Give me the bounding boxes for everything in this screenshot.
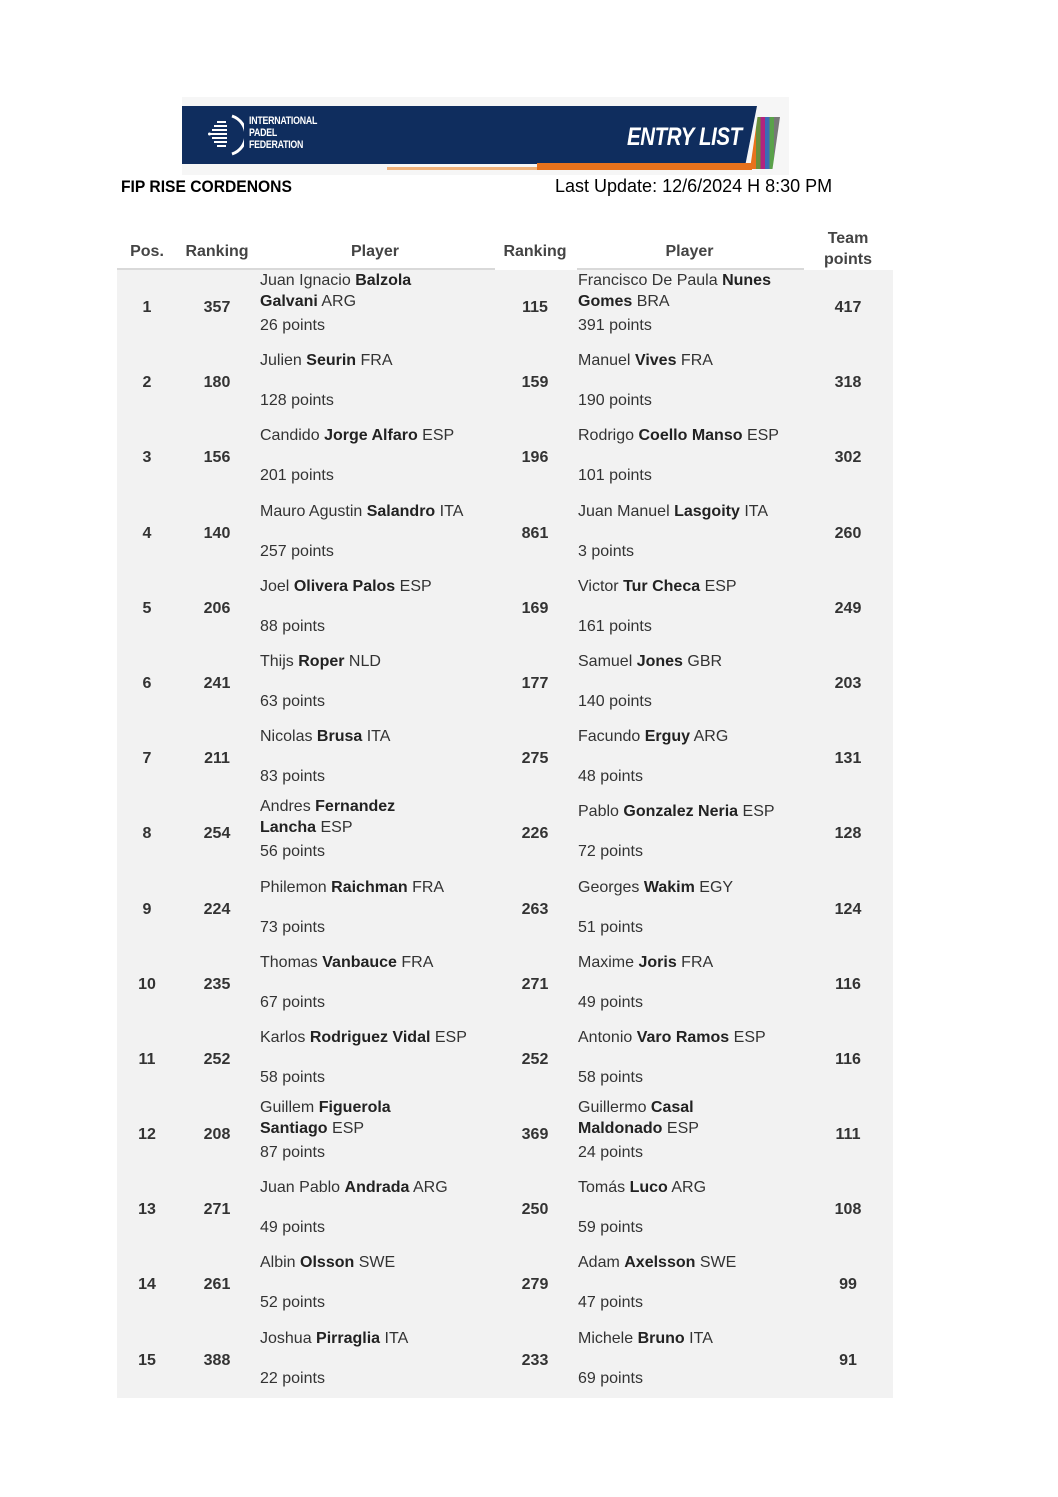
position: 9: [142, 900, 152, 918]
player-2-ranking: 226: [521, 825, 549, 843]
player-nationality: EGY: [699, 878, 734, 896]
team-points: 417: [834, 299, 862, 316]
player-points: 22 points: [260, 1369, 325, 1387]
player-last-name: Salandro: [366, 502, 436, 520]
player-name: [260, 1097, 485, 1139]
player-points: 26 points: [260, 317, 325, 334]
player-1-ranking: 254: [203, 825, 231, 843]
player-nationality: ITA: [384, 1329, 409, 1347]
player-last-name: Gonzalez Neria: [623, 803, 739, 821]
header-team-points: [807, 228, 889, 270]
player-first-name: Joshua: [260, 1329, 312, 1347]
player-name: [260, 796, 485, 838]
header-player-2: Player: [665, 243, 714, 260]
player-2-ranking: 275: [521, 750, 549, 768]
player-name: [260, 1177, 485, 1198]
player-first-name: Manuel: [578, 352, 631, 370]
player-first-name: Georges: [578, 878, 640, 896]
player-name: [578, 651, 803, 672]
player-first-name: Maxime: [578, 953, 635, 971]
player-name: [578, 801, 803, 822]
fip-logo-text: [249, 115, 317, 151]
player-nationality: ITA: [366, 728, 391, 746]
team-points: 108: [834, 1201, 862, 1219]
player-name: [578, 576, 803, 597]
team-points: 128: [834, 825, 862, 843]
player-name: [578, 1097, 803, 1139]
player-nationality: SWE: [358, 1254, 396, 1272]
player-1-ranking: 140: [203, 524, 231, 542]
table-row: [117, 1172, 893, 1247]
player-points: 3 points: [578, 542, 635, 560]
player-points: 88 points: [260, 617, 325, 635]
player-nationality: ITA: [439, 502, 464, 520]
player-1-ranking: 388: [203, 1351, 231, 1369]
team-points: 203: [834, 674, 862, 692]
player-points: 190 points: [578, 392, 652, 410]
position: 10: [138, 975, 156, 993]
player-nationality: FRA: [681, 953, 714, 971]
player-name: [578, 425, 803, 446]
player-nationality: FRA: [360, 352, 393, 370]
player-first-name: Mauro Agustin: [260, 502, 363, 520]
banner-title: ENTRY LIST: [627, 123, 742, 151]
table-row: [117, 496, 893, 571]
player-nationality: ESP: [399, 577, 432, 595]
team-points: 99: [839, 1276, 857, 1294]
player-last-name: Rodriguez Vidal: [309, 1028, 431, 1046]
player-first-name: Tomás: [578, 1179, 626, 1197]
player-points: 73 points: [260, 918, 325, 936]
player-first-name: Rodrigo: [578, 427, 635, 445]
player-points: 49 points: [260, 1219, 325, 1237]
player-last-name: Luco: [629, 1179, 668, 1197]
logo-line-1: INTERNATIONAL: [249, 115, 318, 127]
player-1-ranking: 235: [203, 975, 231, 993]
player-name: [578, 1177, 803, 1198]
player-last-name: Jones: [636, 652, 683, 670]
team-points: 260: [834, 524, 862, 542]
player-first-name: Facundo: [578, 728, 641, 746]
player-points: 391 points: [578, 317, 652, 334]
player-nationality: ESP: [320, 819, 353, 837]
banner-color-stripes: [750, 117, 780, 169]
player-name: [578, 952, 803, 973]
player-first-name: Francisco De Paula: [578, 272, 718, 289]
table-row: [117, 721, 893, 796]
player-1-ranking: 252: [203, 1050, 231, 1068]
fip-entry-list-banner: [182, 97, 789, 175]
player-name: [578, 1328, 803, 1349]
player-first-name: Pablo: [578, 803, 619, 821]
position: 1: [142, 299, 152, 316]
player-points: 56 points: [260, 843, 325, 861]
position: 3: [142, 449, 152, 467]
player-first-name: Victor: [578, 577, 619, 595]
header-player-1: Player: [350, 243, 400, 260]
player-last-name: Erguy: [644, 728, 691, 746]
player-points: 257 points: [260, 542, 334, 560]
player-points: 63 points: [260, 692, 325, 710]
player-name: [260, 877, 485, 898]
player-last-name: Olsson: [300, 1254, 355, 1272]
header-team-points-line2: points: [824, 251, 872, 268]
player-last-name: Axelsson: [624, 1254, 696, 1272]
player-2-ranking: 177: [521, 674, 549, 692]
player-last-name: Casal Maldonado: [578, 1099, 694, 1138]
player-first-name: Adam: [578, 1254, 620, 1272]
player-nationality: ITA: [689, 1329, 713, 1347]
player-points: 69 points: [578, 1369, 643, 1387]
player-first-name: Albin: [260, 1254, 296, 1272]
player-points: 72 points: [578, 843, 643, 861]
position: 11: [138, 1050, 156, 1068]
player-first-name: Philemon: [260, 878, 327, 896]
player-name: [260, 952, 485, 973]
player-last-name: Figuerola Santiago: [260, 1099, 391, 1138]
player-first-name: Samuel: [578, 652, 633, 670]
player-last-name: Pirraglia: [316, 1329, 381, 1347]
player-1-ranking: 156: [203, 449, 231, 467]
player-last-name: Brusa: [316, 728, 363, 746]
player-nationality: BRA: [636, 293, 670, 310]
player-points: 83 points: [260, 768, 325, 786]
player-first-name: Juan Manuel: [578, 502, 670, 520]
player-name: [260, 576, 485, 597]
player-nationality: ESP: [422, 427, 455, 445]
player-name: [578, 877, 803, 898]
player-last-name: Wakim: [643, 878, 695, 896]
player-1-ranking: 357: [203, 299, 231, 316]
header-ranking-1: Ranking: [185, 243, 249, 260]
table-row: [117, 1097, 893, 1172]
player-points: 101 points: [578, 467, 652, 485]
player-nationality: ESP: [746, 427, 779, 445]
player-points: 87 points: [260, 1144, 325, 1162]
position: 15: [138, 1351, 156, 1369]
table-header: [117, 225, 893, 270]
team-points: 124: [834, 900, 862, 918]
header-pos: Pos.: [130, 243, 164, 260]
table-body: [117, 270, 893, 1398]
position: 13: [138, 1201, 156, 1219]
player-nationality: ESP: [332, 1120, 365, 1138]
player-first-name: Antonio: [578, 1028, 633, 1046]
team-points: 116: [835, 975, 861, 993]
player-nationality: ARG: [412, 1179, 448, 1197]
player-points: 128 points: [260, 392, 334, 410]
table-row: [117, 1323, 893, 1398]
player-points: 58 points: [260, 1068, 325, 1086]
player-nationality: ARG: [321, 293, 357, 310]
logo-line-2: PADEL: [249, 127, 277, 139]
player-last-name: Varo Ramos: [636, 1028, 730, 1046]
player-first-name: Julien: [260, 352, 302, 370]
player-nationality: FRA: [680, 352, 713, 370]
header-team-points-line1: Team: [827, 230, 869, 247]
position: 14: [138, 1276, 156, 1294]
player-name: [260, 350, 485, 371]
player-name: [260, 425, 485, 446]
player-last-name: Vanbauce: [322, 953, 397, 971]
player-name: [578, 501, 803, 522]
table-row: [117, 796, 893, 871]
team-points: 91: [839, 1351, 857, 1369]
player-points: 59 points: [578, 1219, 643, 1237]
player-2-ranking: 169: [521, 599, 549, 617]
player-first-name: Joel: [260, 577, 290, 595]
event-title: FIP RISE CORDENONS: [121, 177, 292, 196]
player-first-name: Guillem: [260, 1099, 315, 1117]
player-points: 49 points: [578, 993, 643, 1011]
player-last-name: Olivera Palos: [293, 577, 396, 595]
position: 8: [142, 825, 152, 843]
player-name: [260, 1027, 485, 1048]
player-name: [260, 1328, 485, 1349]
player-2-ranking: 369: [521, 1126, 549, 1144]
player-last-name: Vives: [634, 352, 677, 370]
player-first-name: Juan Ignacio: [260, 272, 351, 289]
player-nationality: ARG: [671, 1179, 707, 1197]
logo-line-3: FEDERATION: [249, 139, 304, 151]
player-name: [260, 1252, 485, 1273]
player-name: [260, 651, 485, 672]
position: 4: [142, 524, 152, 542]
player-name: [260, 726, 485, 747]
player-2-ranking: 250: [521, 1201, 549, 1219]
player-nationality: FRA: [412, 878, 445, 896]
player-last-name: Seurin: [306, 352, 357, 370]
player-name: [578, 350, 803, 371]
player-points: 161 points: [578, 617, 652, 635]
player-name: [578, 1252, 803, 1273]
team-points: 116: [835, 1050, 861, 1068]
table-row: [117, 420, 893, 495]
player-1-ranking: 241: [203, 674, 231, 692]
player-first-name: Thijs: [260, 652, 294, 670]
player-2-ranking: 271: [521, 975, 549, 993]
team-points: 111: [835, 1126, 861, 1144]
team-points: 249: [834, 599, 862, 617]
player-nationality: SWE: [699, 1254, 737, 1272]
player-last-name: Lasgoity: [674, 502, 740, 520]
player-2-ranking: 252: [521, 1050, 549, 1068]
player-last-name: Bruno: [637, 1329, 685, 1347]
player-last-name: Joris: [638, 953, 677, 971]
position: 12: [138, 1126, 156, 1144]
fip-logo-icon: [208, 113, 244, 157]
banner-accent-line: [387, 167, 537, 170]
player-first-name: Nicolas: [260, 728, 313, 746]
player-points: 67 points: [260, 993, 325, 1011]
table-row: [117, 270, 893, 345]
team-points: 318: [834, 374, 862, 392]
player-nationality: ARG: [693, 728, 729, 746]
player-points: 140 points: [578, 692, 652, 710]
player-1-ranking: 224: [203, 900, 231, 918]
team-points: 302: [834, 449, 862, 467]
player-name: [578, 1027, 803, 1048]
player-first-name: Juan Pablo: [260, 1179, 341, 1197]
table-row: [117, 1247, 893, 1322]
player-points: 52 points: [260, 1294, 325, 1312]
player-first-name: Thomas: [260, 953, 318, 971]
table-row: [117, 646, 893, 721]
player-1-ranking: 261: [203, 1276, 231, 1294]
player-name: [578, 726, 803, 747]
player-1-ranking: 208: [203, 1126, 231, 1144]
player-2-ranking: 196: [521, 449, 549, 467]
player-nationality: ESP: [434, 1028, 467, 1046]
player-2-ranking: 233: [521, 1351, 549, 1369]
player-last-name: Roper: [298, 652, 345, 670]
table-row: [117, 947, 893, 1022]
player-1-ranking: 271: [203, 1201, 231, 1219]
entry-list-table: [117, 225, 893, 1387]
player-points: 58 points: [578, 1068, 643, 1086]
player-last-name: Tur Checa: [623, 577, 701, 595]
player-first-name: Guillermo: [578, 1099, 647, 1117]
player-2-ranking: 279: [521, 1276, 549, 1294]
player-2-ranking: 861: [521, 524, 549, 542]
player-name: [260, 270, 485, 312]
player-2-ranking: 115: [522, 299, 548, 316]
position: 5: [142, 599, 152, 617]
table-row: [117, 571, 893, 646]
player-nationality: ESP: [742, 803, 775, 821]
player-last-name: Jorge Alfaro: [324, 427, 418, 445]
table-row: [117, 872, 893, 947]
position: 7: [142, 750, 152, 768]
player-name: [260, 501, 485, 522]
player-first-name: Michele: [578, 1329, 634, 1347]
player-2-ranking: 263: [521, 900, 549, 918]
player-points: 51 points: [578, 918, 643, 936]
player-points: 201 points: [260, 467, 334, 485]
player-points: 48 points: [578, 768, 643, 786]
position: 6: [142, 674, 152, 692]
player-nationality: ESP: [666, 1120, 699, 1138]
position: 2: [142, 374, 152, 392]
table-row: [117, 1022, 893, 1097]
player-last-name: Coello Manso: [638, 427, 743, 445]
team-points: 131: [834, 750, 862, 768]
player-nationality: GBR: [687, 652, 723, 670]
player-nationality: FRA: [401, 953, 434, 971]
player-last-name: Nunes Gomes: [578, 272, 771, 310]
table-row: [117, 345, 893, 420]
player-points: 24 points: [578, 1144, 643, 1162]
player-2-ranking: 159: [521, 374, 549, 392]
player-first-name: Karlos: [260, 1028, 306, 1046]
player-first-name: Candido: [260, 427, 320, 445]
player-nationality: ITA: [744, 502, 769, 520]
player-last-name: Balzola Galvani: [260, 272, 412, 310]
player-nationality: ESP: [704, 577, 737, 595]
player-first-name: Andres: [260, 798, 311, 816]
player-last-name: Raichman: [331, 878, 408, 896]
player-last-name: Fernandez Lancha: [260, 798, 396, 837]
player-1-ranking: 180: [203, 374, 231, 392]
player-points: 47 points: [578, 1294, 643, 1312]
player-1-ranking: 206: [203, 599, 231, 617]
player-last-name: Andrada: [344, 1179, 410, 1197]
header-ranking-2: Ranking: [503, 243, 567, 260]
banner-accent-bar: [537, 163, 752, 170]
player-nationality: ESP: [733, 1028, 766, 1046]
player-name: [578, 270, 803, 312]
player-1-ranking: 211: [204, 750, 230, 768]
player-nationality: NLD: [348, 652, 381, 670]
last-update: Last Update: 12/6/2024 H 8:30 PM: [555, 176, 833, 196]
